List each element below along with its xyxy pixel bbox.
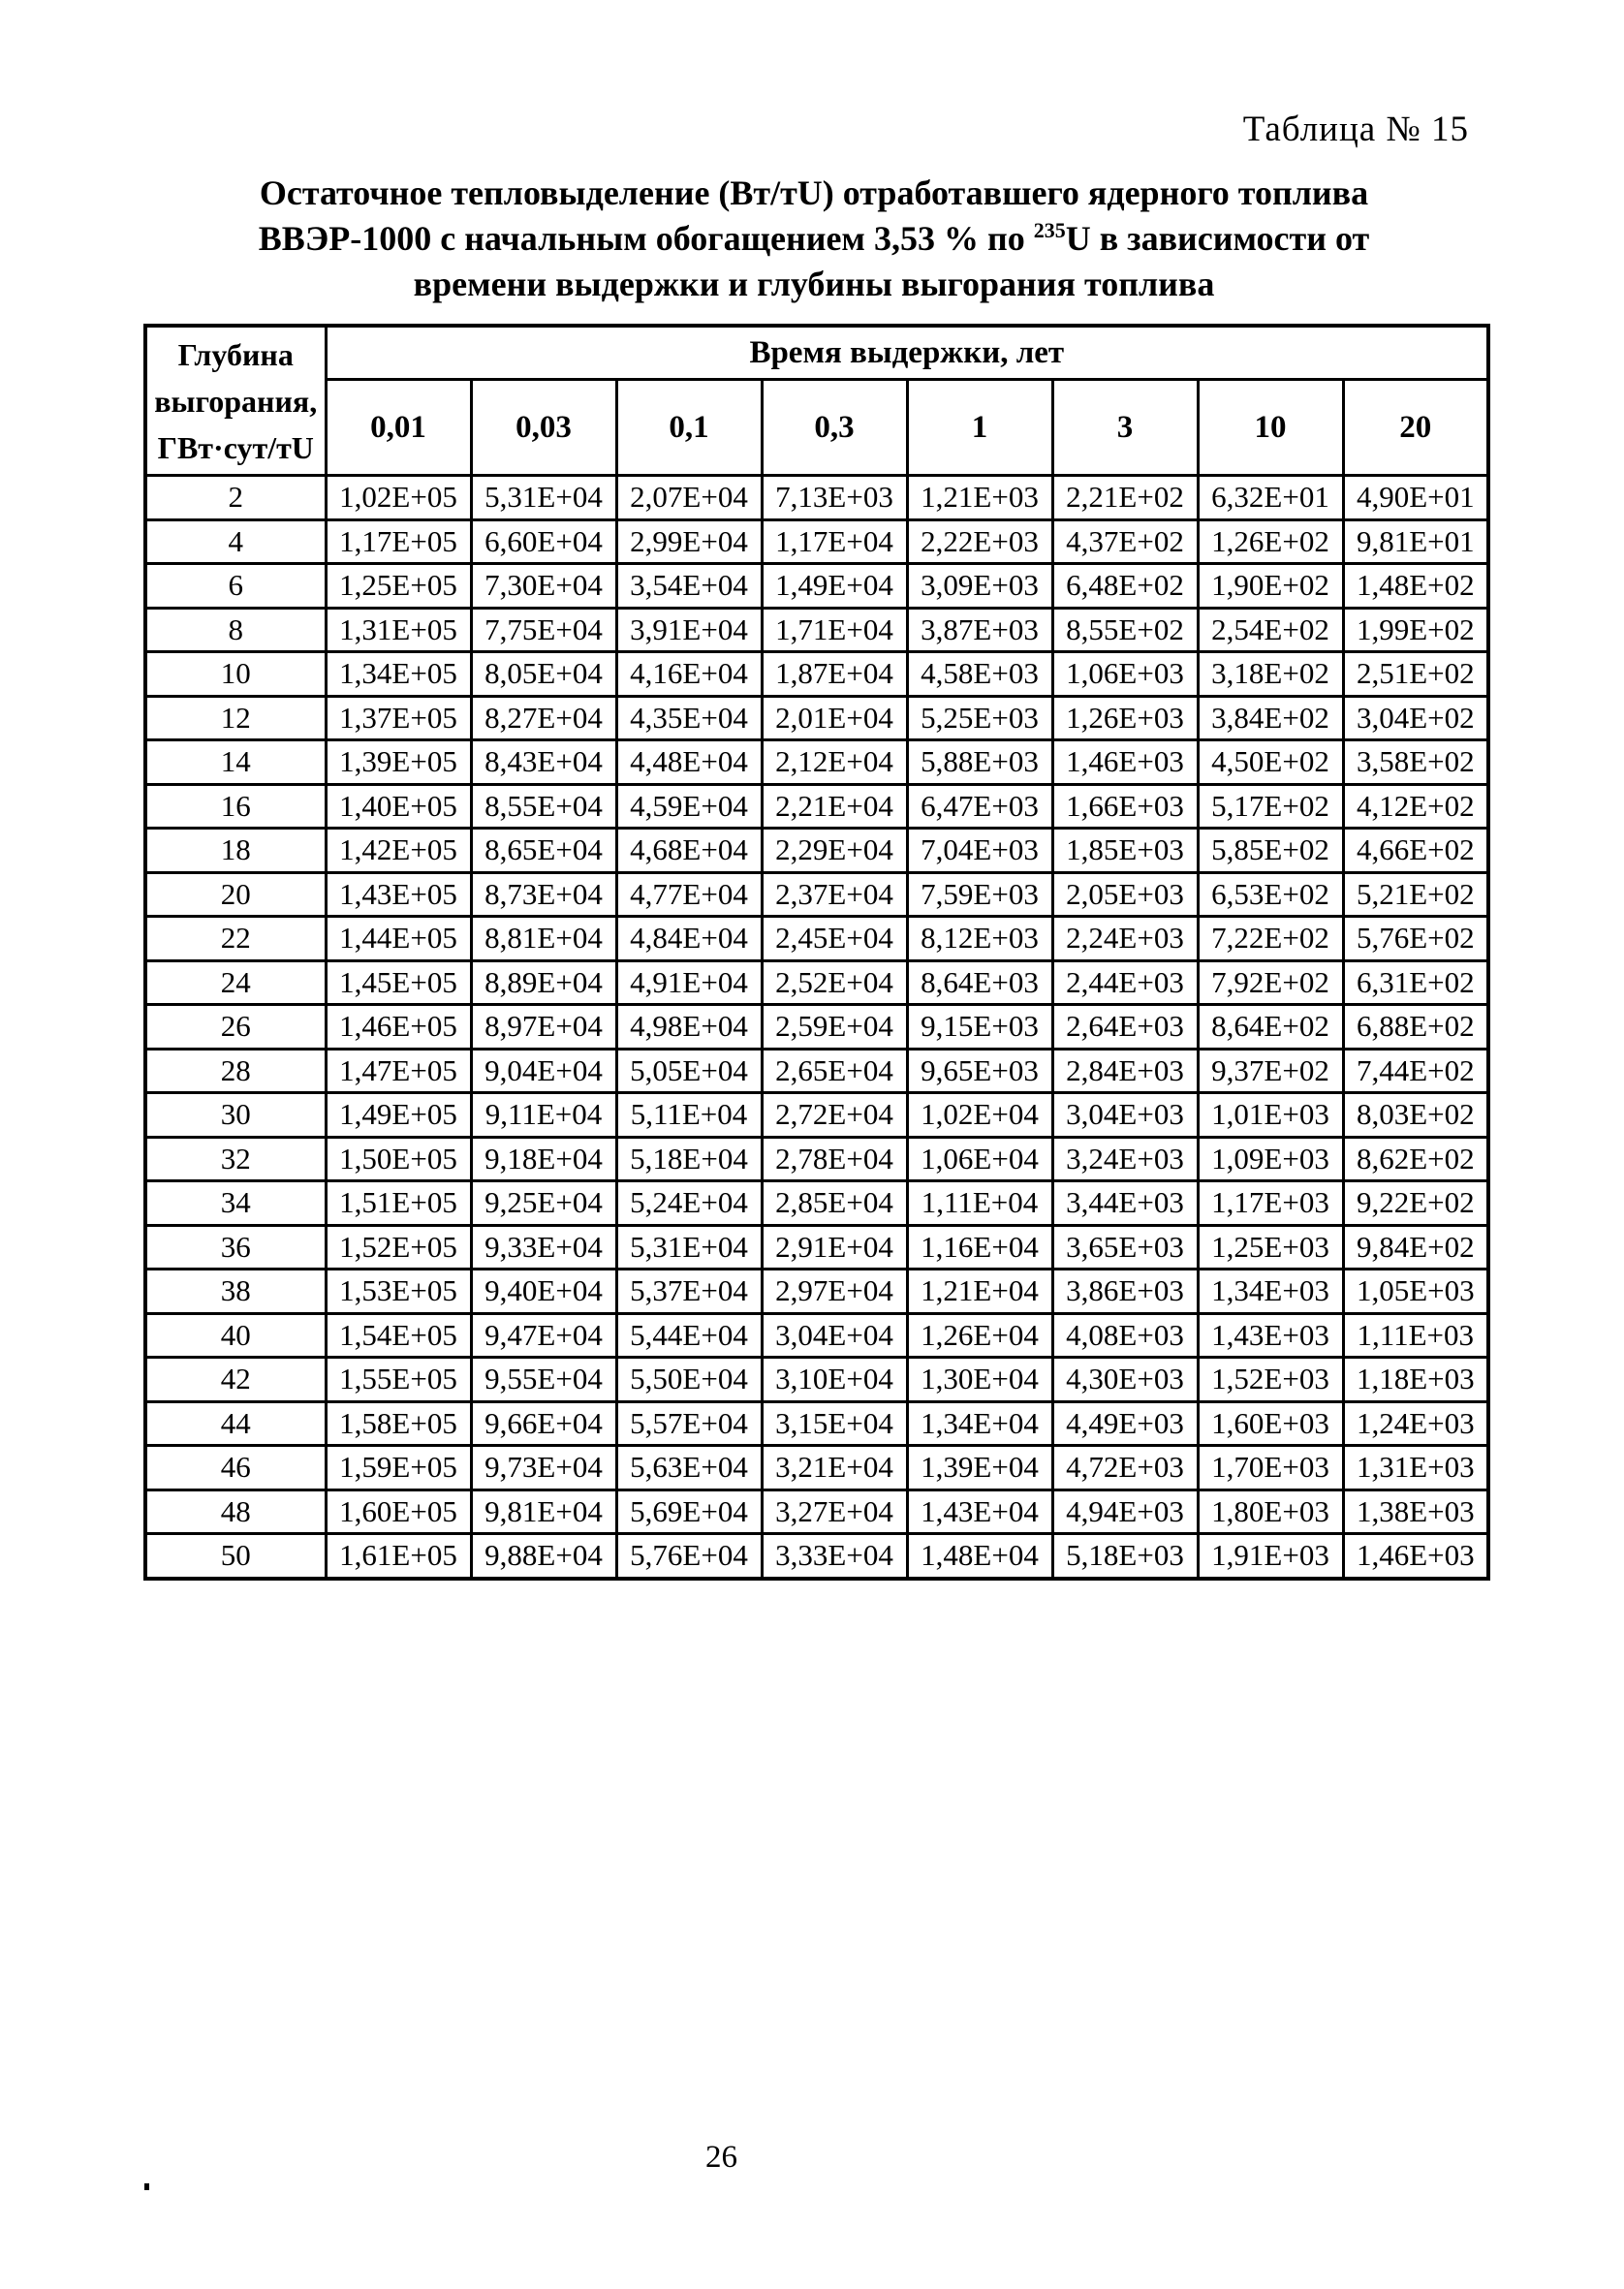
value-cell: 1,30E+04 [907,1358,1052,1402]
value-cell: 4,91E+04 [616,960,762,1005]
value-cell: 1,17E+03 [1198,1181,1343,1226]
value-cell: 1,46E+03 [1052,740,1198,785]
value-cell: 1,43E+05 [326,872,471,917]
value-cell: 4,12E+02 [1343,784,1488,829]
value-cell: 2,99E+04 [616,519,762,564]
value-cell: 2,59E+04 [762,1005,907,1050]
table-row [145,1534,1488,1579]
table-row [145,1489,1488,1534]
value-cell: 4,50E+02 [1198,740,1343,785]
value-cell: 9,47E+04 [471,1313,616,1358]
value-cell: 3,65E+03 [1052,1225,1198,1270]
value-cell: 1,70E+03 [1198,1446,1343,1490]
value-cell: 2,07E+04 [616,476,762,520]
value-cell: 5,17E+02 [1198,784,1343,829]
value-cell: 9,66E+04 [471,1401,616,1446]
value-cell: 1,21E+04 [907,1270,1052,1314]
value-cell: 3,54E+04 [616,564,762,609]
value-cell: 9,65E+03 [907,1049,1052,1093]
value-cell: 1,37E+05 [326,696,471,740]
value-cell: 2,24E+03 [1052,917,1198,961]
value-cell: 5,88E+03 [907,740,1052,785]
value-cell: 5,44E+04 [616,1313,762,1358]
table-row [145,872,1488,917]
value-cell: 1,31E+05 [326,608,471,652]
value-cell: 1,26E+03 [1052,696,1198,740]
value-cell: 9,11E+04 [471,1093,616,1138]
value-cell: 5,18E+03 [1052,1534,1198,1579]
value-cell: 4,84E+04 [616,917,762,961]
value-cell: 7,30E+04 [471,564,616,609]
table-row [145,1270,1488,1314]
value-cell: 4,08E+03 [1052,1313,1198,1358]
value-cell: 9,84E+02 [1343,1225,1488,1270]
value-cell: 5,31E+04 [471,476,616,520]
table-row [145,1225,1488,1270]
value-cell: 8,03E+02 [1343,1093,1488,1138]
burnup-header-line-1: Глубина [177,336,294,372]
value-cell: 6,88E+02 [1343,1005,1488,1050]
value-cell: 1,91E+03 [1198,1534,1343,1579]
value-cell: 2,21E+04 [762,784,907,829]
value-cell: 1,48E+04 [907,1534,1052,1579]
value-cell: 1,17E+04 [762,519,907,564]
value-cell: 1,49E+05 [326,1093,471,1138]
value-cell: 1,44E+05 [326,917,471,961]
value-cell: 4,59E+04 [616,784,762,829]
value-cell: 7,59E+03 [907,872,1052,917]
value-cell: 5,24E+04 [616,1181,762,1226]
burnup-header-line-3: ГВт·сут/тU [157,429,314,465]
value-cell: 3,44E+03 [1052,1181,1198,1226]
burnup-cell: 34 [145,1181,326,1226]
value-cell: 2,51E+02 [1343,652,1488,697]
value-cell: 9,55E+04 [471,1358,616,1402]
value-cell: 9,15E+03 [907,1005,1052,1050]
value-cell: 3,84E+02 [1198,696,1343,740]
value-cell: 3,04E+03 [1052,1093,1198,1138]
value-cell: 1,42E+05 [326,829,471,873]
uranium-isotope-superscript: 235 [1033,218,1066,242]
time-column-header: 3 [1052,380,1198,476]
value-cell: 1,38E+03 [1343,1489,1488,1534]
value-cell: 1,66E+03 [1052,784,1198,829]
value-cell: 2,37E+04 [762,872,907,917]
value-cell: 3,33E+04 [762,1534,907,1579]
value-cell: 1,24E+03 [1343,1401,1488,1446]
burnup-cell: 22 [145,917,326,961]
burnup-cell: 16 [145,784,326,829]
value-cell: 5,76E+02 [1343,917,1488,961]
table-row [145,960,1488,1005]
value-cell: 1,06E+03 [1052,652,1198,697]
value-cell: 2,84E+03 [1052,1049,1198,1093]
burnup-cell: 8 [145,608,326,652]
value-cell: 2,29E+04 [762,829,907,873]
table-row [145,519,1488,564]
value-cell: 1,60E+03 [1198,1401,1343,1446]
time-column-header-row [145,380,1488,476]
value-cell: 1,85E+03 [1052,829,1198,873]
document-title [87,171,1541,307]
table-row [145,1005,1488,1050]
value-cell: 8,97E+04 [471,1005,616,1050]
value-cell: 1,43E+04 [907,1489,1052,1534]
burnup-cell: 42 [145,1358,326,1402]
value-cell: 2,44E+03 [1052,960,1198,1005]
table-row [145,652,1488,697]
table-row [145,829,1488,873]
value-cell: 2,52E+04 [762,960,907,1005]
page-number: 26 [705,2140,737,2175]
value-cell: 5,57E+04 [616,1401,762,1446]
value-cell: 1,09E+03 [1198,1137,1343,1181]
table-row [145,476,1488,520]
table-row [145,696,1488,740]
table-row [145,1049,1488,1093]
value-cell: 7,75E+04 [471,608,616,652]
burnup-cell: 24 [145,960,326,1005]
value-cell: 1,26E+02 [1198,519,1343,564]
value-cell: 1,54E+05 [326,1313,471,1358]
time-column-header: 0,1 [616,380,762,476]
value-cell: 9,04E+04 [471,1049,616,1093]
value-cell: 3,86E+03 [1052,1270,1198,1314]
value-cell: 4,90E+01 [1343,476,1488,520]
value-cell: 3,09E+03 [907,564,1052,609]
table-row [145,1313,1488,1358]
value-cell: 3,91E+04 [616,608,762,652]
value-cell: 5,76E+04 [616,1534,762,1579]
table-row [145,1446,1488,1490]
value-cell: 1,59E+05 [326,1446,471,1490]
value-cell: 8,62E+02 [1343,1137,1488,1181]
table-row [145,1181,1488,1226]
value-cell: 1,52E+03 [1198,1358,1343,1402]
burnup-cell: 26 [145,1005,326,1050]
value-cell: 5,85E+02 [1198,829,1343,873]
value-cell: 1,71E+04 [762,608,907,652]
value-cell: 1,80E+03 [1198,1489,1343,1534]
burnup-cell: 12 [145,696,326,740]
value-cell: 4,77E+04 [616,872,762,917]
value-cell: 1,60E+05 [326,1489,471,1534]
value-cell: 1,02E+05 [326,476,471,520]
value-cell: 1,45E+05 [326,960,471,1005]
value-cell: 1,46E+05 [326,1005,471,1050]
value-cell: 7,92E+02 [1198,960,1343,1005]
value-cell: 2,45E+04 [762,917,907,961]
time-column-header: 0,3 [762,380,907,476]
value-cell: 4,68E+04 [616,829,762,873]
value-cell: 2,21E+02 [1052,476,1198,520]
value-cell: 8,05E+04 [471,652,616,697]
value-cell: 4,98E+04 [616,1005,762,1050]
table-row [145,564,1488,609]
title-line-3: времени выдержки и глубины выгорания топлива [413,265,1215,303]
value-cell: 7,04E+03 [907,829,1052,873]
burnup-cell: 30 [145,1093,326,1138]
value-cell: 8,64E+02 [1198,1005,1343,1050]
burnup-column-header [145,326,326,476]
value-cell: 5,50E+04 [616,1358,762,1402]
value-cell: 2,78E+04 [762,1137,907,1181]
burnup-cell: 28 [145,1049,326,1093]
value-cell: 3,10E+04 [762,1358,907,1402]
value-cell: 8,55E+04 [471,784,616,829]
table-row [145,784,1488,829]
value-cell: 1,53E+05 [326,1270,471,1314]
value-cell: 1,01E+03 [1198,1093,1343,1138]
value-cell: 5,69E+04 [616,1489,762,1534]
value-cell: 1,39E+05 [326,740,471,785]
value-cell: 4,58E+03 [907,652,1052,697]
value-cell: 4,16E+04 [616,652,762,697]
table-row [145,1401,1488,1446]
value-cell: 1,34E+03 [1198,1270,1343,1314]
table-body [145,476,1488,1579]
value-cell: 5,25E+03 [907,696,1052,740]
value-cell: 5,11E+04 [616,1093,762,1138]
value-cell: 1,34E+05 [326,652,471,697]
value-cell: 1,61E+05 [326,1534,471,1579]
value-cell: 5,31E+04 [616,1225,762,1270]
value-cell: 8,81E+04 [471,917,616,961]
title-line-2-after-sup: U в зависимости от [1065,219,1370,258]
value-cell: 1,11E+04 [907,1181,1052,1226]
value-cell: 1,25E+03 [1198,1225,1343,1270]
value-cell: 3,04E+04 [762,1313,907,1358]
burnup-cell: 50 [145,1534,326,1579]
value-cell: 6,32E+01 [1198,476,1343,520]
value-cell: 1,16E+04 [907,1225,1052,1270]
value-cell: 1,26E+04 [907,1313,1052,1358]
time-column-header: 10 [1198,380,1343,476]
value-cell: 1,06E+04 [907,1137,1052,1181]
burnup-cell: 40 [145,1313,326,1358]
table-row [145,1358,1488,1402]
value-cell: 1,58E+05 [326,1401,471,1446]
burnup-cell: 10 [145,652,326,697]
value-cell: 2,65E+04 [762,1049,907,1093]
value-cell: 6,31E+02 [1343,960,1488,1005]
value-cell: 9,81E+01 [1343,519,1488,564]
value-cell: 9,22E+02 [1343,1181,1488,1226]
value-cell: 9,18E+04 [471,1137,616,1181]
value-cell: 4,35E+04 [616,696,762,740]
value-cell: 4,94E+03 [1052,1489,1198,1534]
value-cell: 2,01E+04 [762,696,907,740]
value-cell: 9,33E+04 [471,1225,616,1270]
value-cell: 7,22E+02 [1198,917,1343,961]
value-cell: 7,44E+02 [1343,1049,1488,1093]
value-cell: 1,39E+04 [907,1446,1052,1490]
time-column-header: 1 [907,380,1052,476]
value-cell: 1,18E+03 [1343,1358,1488,1402]
title-line-2-before-sup: ВВЭР-1000 с начальным обогащением 3,53 % по [258,219,1034,258]
decay-heat-table [143,324,1490,1581]
value-cell: 1,21E+03 [907,476,1052,520]
value-cell: 1,17E+05 [326,519,471,564]
table-row [145,740,1488,785]
stray-mark [144,2183,149,2190]
value-cell: 4,49E+03 [1052,1401,1198,1446]
value-cell: 5,18E+04 [616,1137,762,1181]
burnup-cell: 18 [145,829,326,873]
burnup-cell: 46 [145,1446,326,1490]
value-cell: 3,58E+02 [1343,740,1488,785]
value-cell: 1,02E+04 [907,1093,1052,1138]
value-cell: 1,55E+05 [326,1358,471,1402]
burnup-cell: 4 [145,519,326,564]
table-number-label: Таблица № 15 [1242,110,1469,149]
value-cell: 1,40E+05 [326,784,471,829]
value-cell: 2,54E+02 [1198,608,1343,652]
value-cell: 1,31E+03 [1343,1446,1488,1490]
value-cell: 1,49E+04 [762,564,907,609]
value-cell: 6,48E+02 [1052,564,1198,609]
burnup-cell: 6 [145,564,326,609]
value-cell: 9,37E+02 [1198,1049,1343,1093]
burnup-header-line-2: выгорания, [154,383,318,419]
table-row [145,917,1488,961]
value-cell: 2,72E+04 [762,1093,907,1138]
value-cell: 1,50E+05 [326,1137,471,1181]
value-cell: 2,85E+04 [762,1181,907,1226]
value-cell: 2,05E+03 [1052,872,1198,917]
burnup-cell: 2 [145,476,326,520]
value-cell: 5,37E+04 [616,1270,762,1314]
value-cell: 2,22E+03 [907,519,1052,564]
value-cell: 1,48E+02 [1343,564,1488,609]
value-cell: 6,47E+03 [907,784,1052,829]
value-cell: 8,43E+04 [471,740,616,785]
value-cell: 5,63E+04 [616,1446,762,1490]
time-column-header: 0,03 [471,380,616,476]
table-row [145,1137,1488,1181]
value-cell: 1,99E+02 [1343,608,1488,652]
value-cell: 5,21E+02 [1343,872,1488,917]
value-cell: 2,91E+04 [762,1225,907,1270]
time-column-header: 20 [1343,380,1488,476]
value-cell: 6,53E+02 [1198,872,1343,917]
burnup-cell: 48 [145,1489,326,1534]
value-cell: 2,64E+03 [1052,1005,1198,1050]
value-cell: 1,90E+02 [1198,564,1343,609]
value-cell: 2,97E+04 [762,1270,907,1314]
value-cell: 9,81E+04 [471,1489,616,1534]
value-cell: 1,51E+05 [326,1181,471,1226]
burnup-cell: 20 [145,872,326,917]
value-cell: 9,25E+04 [471,1181,616,1226]
value-cell: 4,37E+02 [1052,519,1198,564]
burnup-cell: 38 [145,1270,326,1314]
value-cell: 7,13E+03 [762,476,907,520]
value-cell: 1,52E+05 [326,1225,471,1270]
value-cell: 3,21E+04 [762,1446,907,1490]
value-cell: 1,43E+03 [1198,1313,1343,1358]
value-cell: 3,15E+04 [762,1401,907,1446]
value-cell: 8,64E+03 [907,960,1052,1005]
value-cell: 9,88E+04 [471,1534,616,1579]
value-cell: 1,05E+03 [1343,1270,1488,1314]
value-cell: 8,55E+02 [1052,608,1198,652]
value-cell: 4,48E+04 [616,740,762,785]
value-cell: 3,87E+03 [907,608,1052,652]
value-cell: 4,72E+03 [1052,1446,1198,1490]
value-cell: 4,66E+02 [1343,829,1488,873]
burnup-cell: 36 [145,1225,326,1270]
value-cell: 3,24E+03 [1052,1137,1198,1181]
value-cell: 1,11E+03 [1343,1313,1488,1358]
value-cell: 9,73E+04 [471,1446,616,1490]
value-cell: 6,60E+04 [471,519,616,564]
value-cell: 8,89E+04 [471,960,616,1005]
title-line-1: Остаточное тепловыделение (Вт/тU) отработавшего ядерного топлива [259,173,1369,212]
value-cell: 3,18E+02 [1198,652,1343,697]
value-cell: 1,87E+04 [762,652,907,697]
table-row [145,1093,1488,1138]
value-cell: 1,46E+03 [1343,1534,1488,1579]
value-cell: 4,30E+03 [1052,1358,1198,1402]
value-cell: 3,27E+04 [762,1489,907,1534]
value-cell: 8,65E+04 [471,829,616,873]
value-cell: 8,27E+04 [471,696,616,740]
burnup-cell: 14 [145,740,326,785]
value-cell: 8,73E+04 [471,872,616,917]
burnup-cell: 44 [145,1401,326,1446]
value-cell: 8,12E+03 [907,917,1052,961]
value-cell: 1,25E+05 [326,564,471,609]
value-cell: 3,04E+02 [1343,696,1488,740]
holding-time-group-header: Время выдержки, лет [326,326,1488,380]
value-cell: 1,34E+04 [907,1401,1052,1446]
value-cell: 5,05E+04 [616,1049,762,1093]
table-row [145,608,1488,652]
time-column-header: 0,01 [326,380,471,476]
value-cell: 9,40E+04 [471,1270,616,1314]
value-cell: 1,47E+05 [326,1049,471,1093]
burnup-cell: 32 [145,1137,326,1181]
value-cell: 2,12E+04 [762,740,907,785]
